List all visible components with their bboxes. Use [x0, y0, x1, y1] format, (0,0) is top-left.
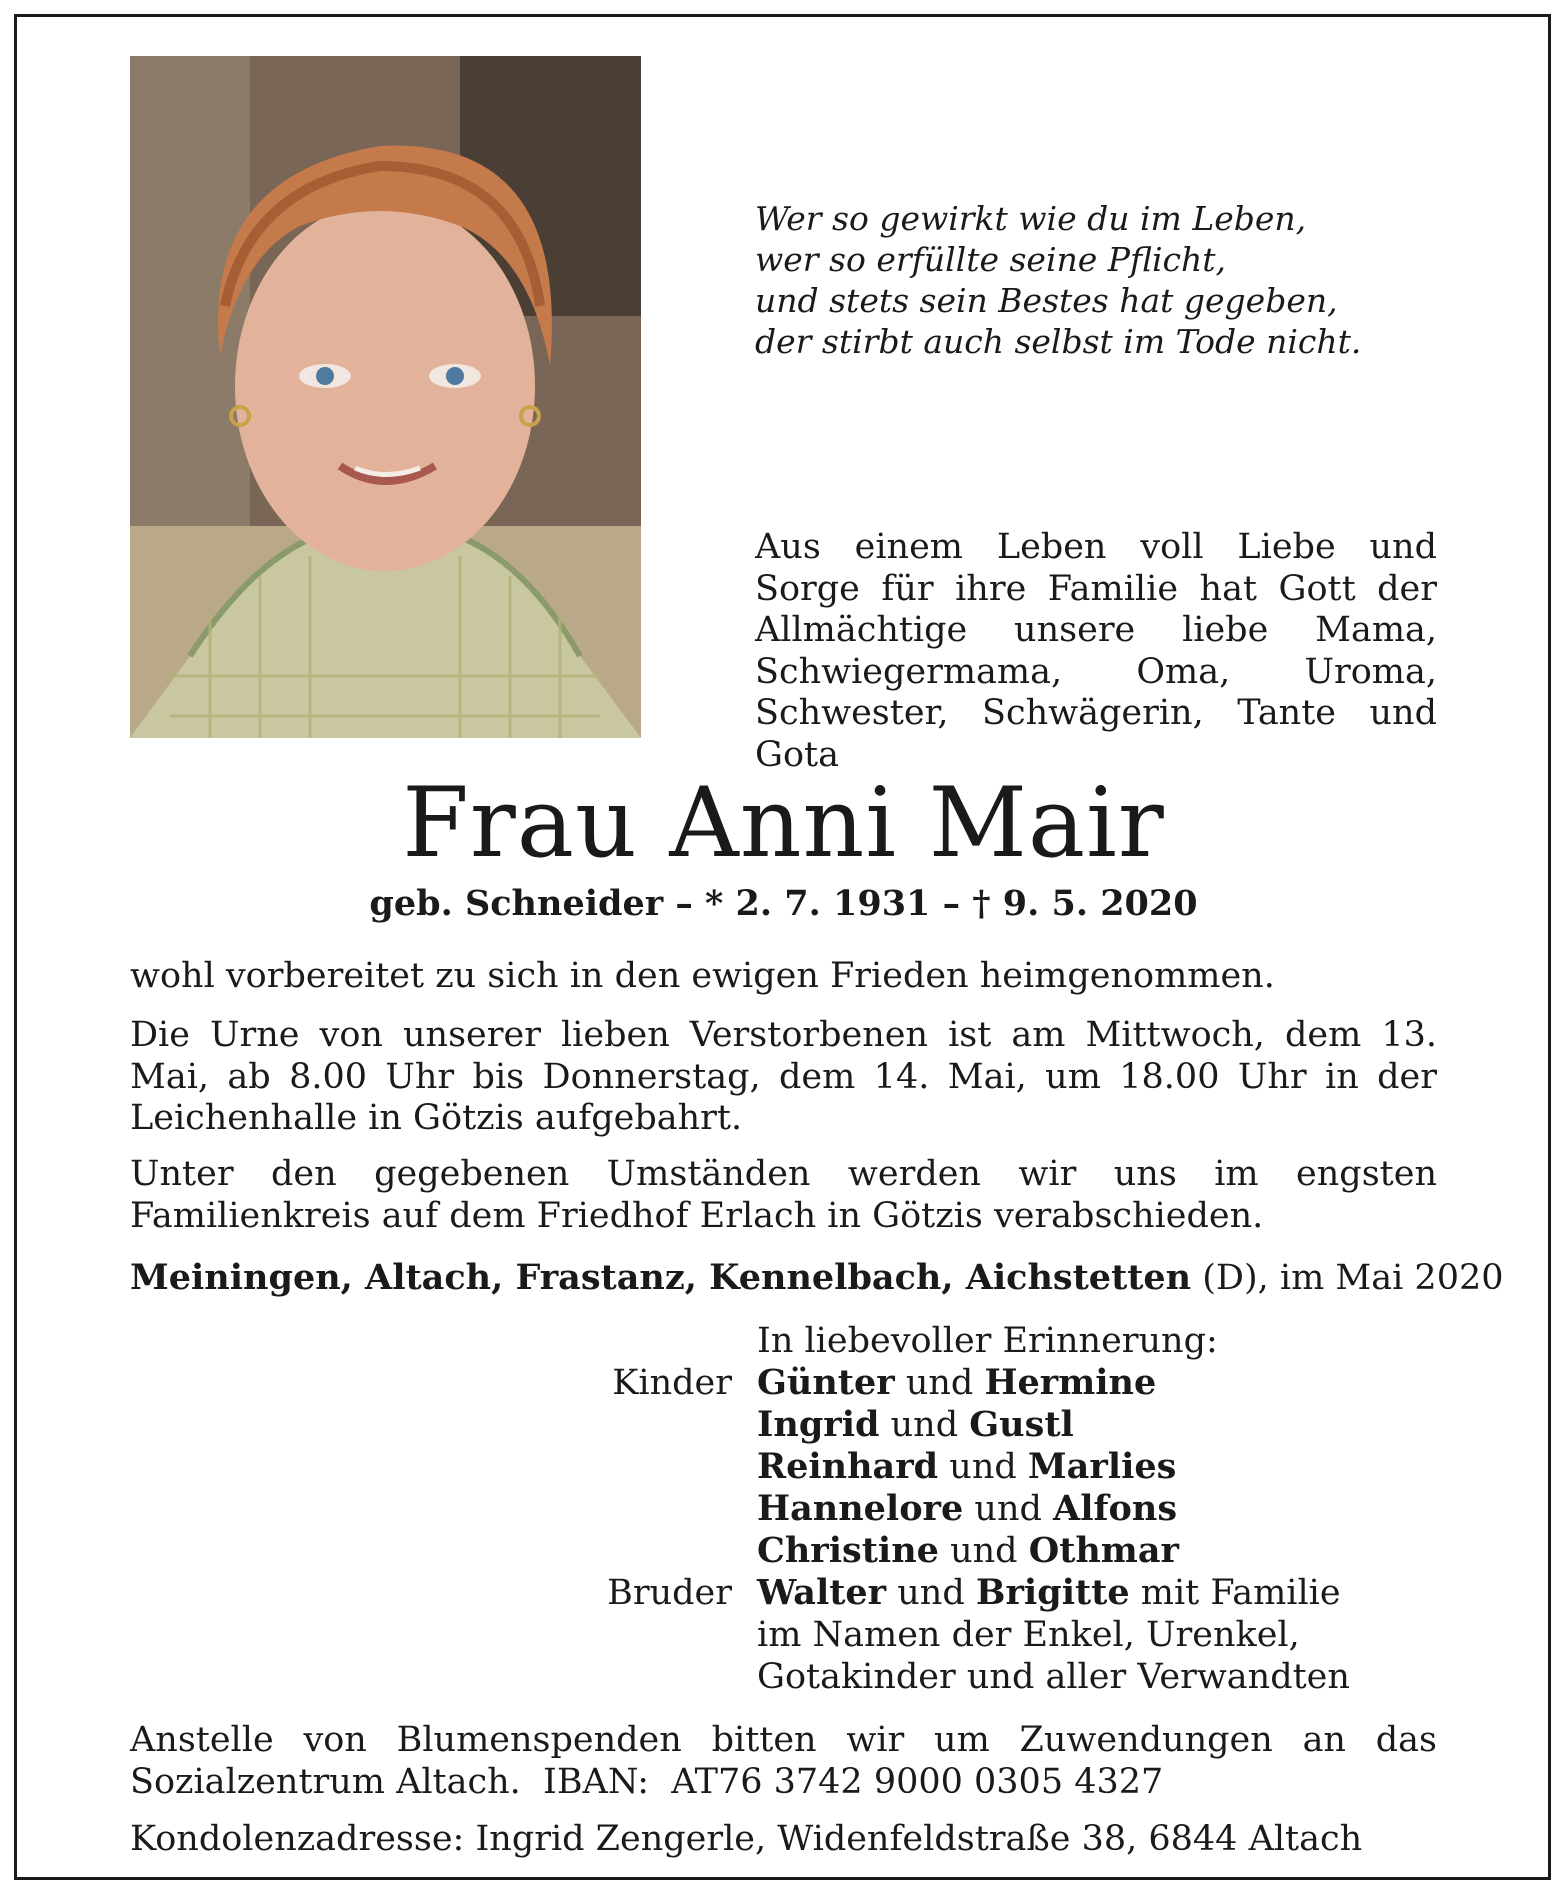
poem-line: und stets sein Bestes hat gegeben,	[755, 281, 1338, 320]
family-heading-row	[0, 1320, 1567, 1362]
child-name: Günter	[757, 1362, 895, 1403]
family-row	[0, 1614, 1567, 1656]
relation-label: Bruder	[607, 1573, 732, 1613]
place-date: (D), im Mai 2020	[1191, 1258, 1504, 1298]
connector: und	[890, 1405, 959, 1445]
connector: und	[949, 1447, 1017, 1487]
family-row	[0, 1362, 1567, 1404]
places-and-date	[130, 1256, 1504, 1300]
spouse-name: Brigitte	[975, 1572, 1130, 1613]
family-row	[0, 1488, 1567, 1530]
portrait-photo	[130, 56, 641, 738]
child-name: Ingrid	[757, 1404, 880, 1445]
birth-death-dates: geb. Schneider – * 2. 7. 1931 – † 9. 5. 2020	[369, 883, 1198, 924]
places-list: Meiningen, Altach, Frastanz, Kennelbach, Aichstetten	[130, 1257, 1192, 1298]
family-suffix: mit Familie	[1140, 1573, 1341, 1613]
relation-label: Kinder	[612, 1363, 732, 1403]
family-row	[0, 1404, 1567, 1446]
donation-text: Anstelle von Blumenspenden bitten wir um Zuwendungen an das Sozialzentrum Altach. IBAN: AT76 3742 9000 0305 4327	[130, 1720, 1449, 1802]
closing-line: im Namen der Enkel, Urenkel,	[757, 1615, 1300, 1655]
intro-text: Aus einem Leben voll Liebe und Sorge für ihre Familie hat Gott der Allmächtige unsere liebe Mama, Schwiegermama, Oma, Uroma, Schwester, Schwägerin, Tante und Gota	[755, 527, 1437, 775]
poem-line: der stirbt auch selbst im Tode nicht.	[755, 322, 1362, 361]
connector: und	[974, 1489, 1042, 1529]
poem-line: Wer so gewirkt wie du im Leben,	[755, 199, 1307, 238]
family-heading: In liebevoller Erinnerung:	[757, 1321, 1218, 1361]
body-paragraph-3	[130, 1154, 1437, 1237]
family-row	[0, 1656, 1567, 1698]
paragraph-text: Die Urne von unserer lieben Verstorbenen ist am Mittwoch, dem 13. Mai, ab 8.00 Uhr bis Donnerstag, dem 14. Mai, um 18.00 Uhr in der Leichenhalle in Götzis aufgebahrt.	[130, 1015, 1437, 1138]
child-name: Reinhard	[757, 1446, 939, 1487]
body-paragraph-2	[130, 1015, 1437, 1140]
family-row	[0, 1530, 1567, 1572]
family-list	[0, 1320, 1567, 1698]
family-row	[0, 1446, 1567, 1488]
portrait-illustration	[130, 56, 641, 738]
deceased-name: Frau Anni Mair	[402, 767, 1165, 879]
child-name: Hannelore	[757, 1488, 964, 1529]
poem-line: wer so erfüllte seine Pflicht,	[755, 240, 1227, 279]
spouse-name: Hermine	[984, 1362, 1157, 1403]
memorial-poem	[755, 198, 1361, 362]
donation-note	[130, 1719, 1449, 1803]
child-name: Christine	[757, 1530, 939, 1571]
condolence-address: Kondolenzadresse: Ingrid Zengerle, Widenfeldstraße 38, 6844 Altach	[130, 1819, 1363, 1859]
spouse-name: Marlies	[1027, 1446, 1177, 1487]
body-paragraph-1	[130, 956, 1437, 998]
spouse-name: Alfons	[1053, 1488, 1178, 1529]
paragraph-text: wohl vorbereitet zu sich in den ewigen Frieden heimgenommen.	[130, 956, 1275, 996]
connector: und	[905, 1363, 974, 1403]
connector: und	[897, 1573, 965, 1613]
connector: und	[950, 1531, 1018, 1571]
spouse-name: Gustl	[969, 1404, 1074, 1445]
brother-name: Walter	[757, 1572, 887, 1613]
closing-line: Gotakinder und aller Verwandten	[757, 1657, 1350, 1697]
family-row	[0, 1572, 1567, 1614]
paragraph-text: Unter den gegebenen Umständen werden wir uns im engsten Familienkreis auf dem Friedhof Erlach in Götzis verabschieden.	[130, 1154, 1437, 1236]
spouse-name: Othmar	[1028, 1530, 1179, 1571]
